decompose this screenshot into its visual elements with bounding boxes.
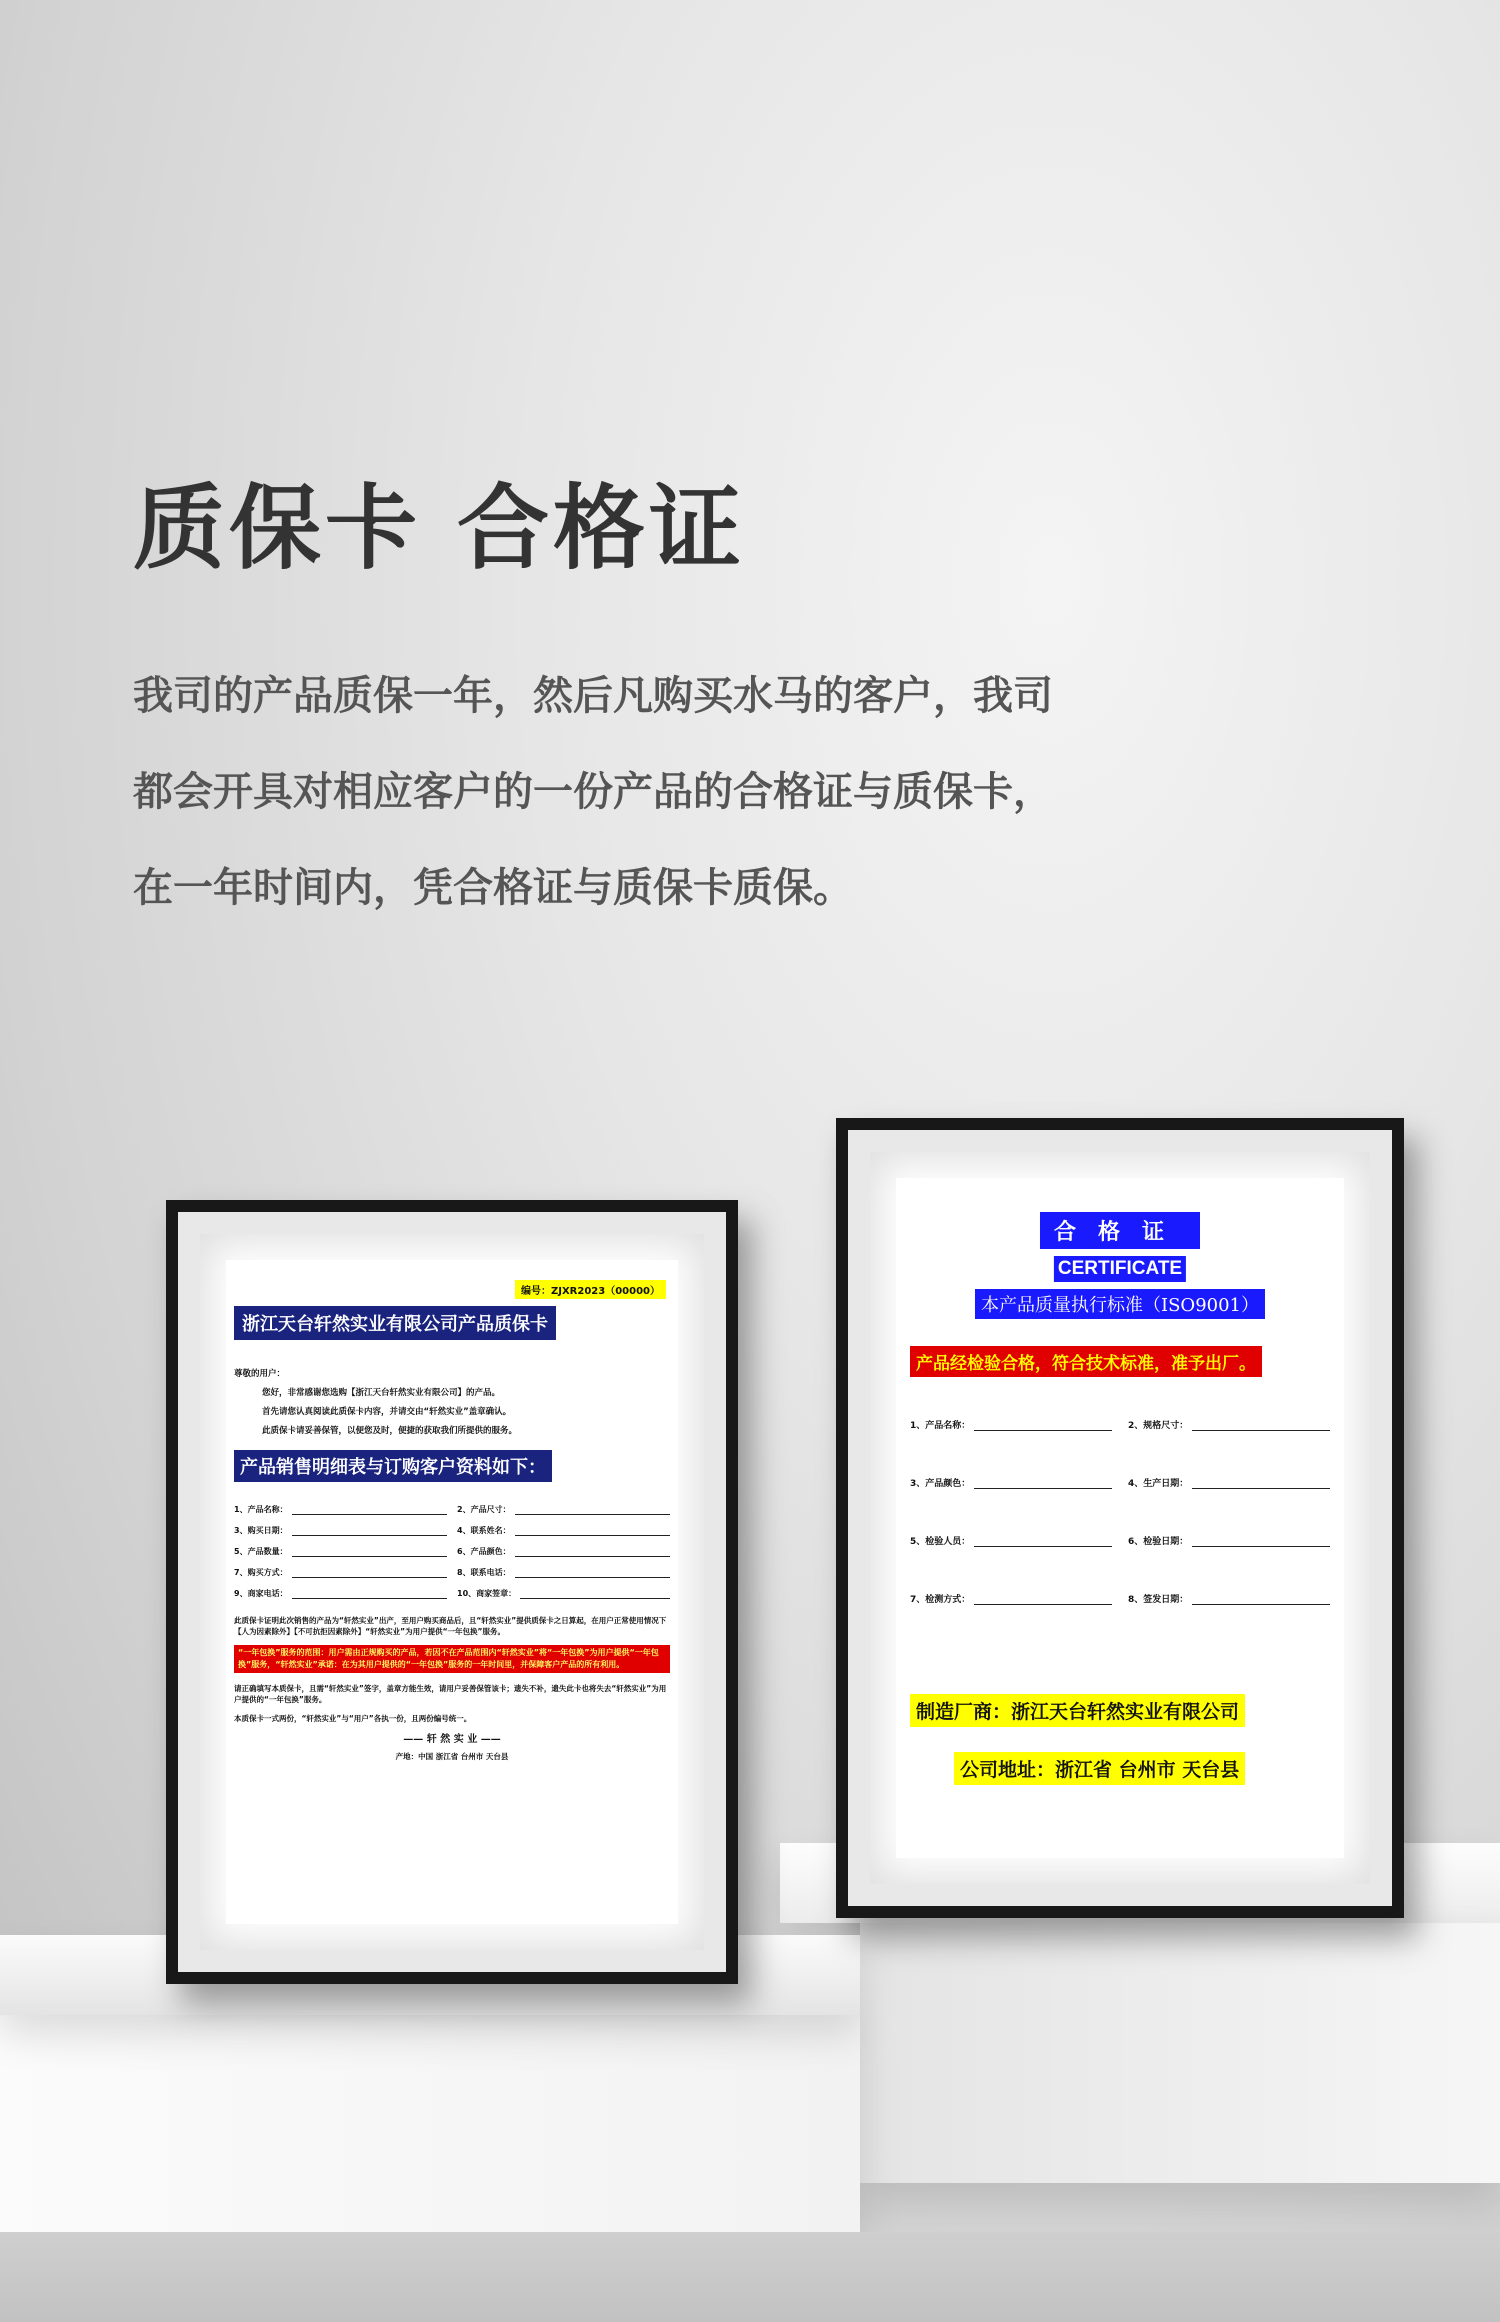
frame-mat [178, 1212, 726, 1972]
inspection-pass-text: 产品经检验合格，符合技术标准，准予出厂。 [910, 1346, 1262, 1377]
form-field: 1、产品名称： [910, 1418, 1112, 1431]
warranty-card [226, 1260, 678, 1924]
quality-standard: 本产品质量执行标准（ISO9001） [975, 1289, 1265, 1319]
certificate-title-en: CERTIFICATE [1054, 1256, 1186, 1282]
form-field: 2、规格尺寸： [1128, 1418, 1330, 1431]
right-pedestal-front [860, 1923, 1500, 2183]
customer-fields [234, 1504, 670, 1599]
fill-note: 请正确填写本质保卡，且需“轩然实业”签字，盖章方能生效，请用户妥善保管该卡；遗失不补，遗失此卡也将失去“轩然实业”为用户提供的“一年包换”服务。 [234, 1684, 667, 1704]
form-field: 10、商家签章： [457, 1588, 670, 1599]
terms-text: 此质保卡证明此次销售的产品为“轩然实业”出产，至用户购买商品后，且“轩然实业”提供质保卡之日算起，在用户正常使用情况下【人为因素除外】【不可抗拒因素除外】“轩然实业”为用户提供“一年包换”服务。 [234, 1616, 667, 1636]
red-notice: “一年包换”服务的范围：用户需由正规购买的产品，若因不在产品范围内“轩然实业”将“一年包换”为用户提供“一年包换”服务，“轩然实业”承诺：在为其用户提供的“一年包换”服务的一年时间里，并保障客户产品的所有利用。 [234, 1645, 670, 1673]
brand-line: —— 轩 然 实 业 —— [403, 1734, 501, 1745]
frame-mat [848, 1130, 1392, 1906]
company-address: 公司地址：浙江省 台州市 天台县 [954, 1752, 1245, 1785]
certificate-fields [910, 1418, 1330, 1605]
page-title: 质保卡 合格证 [133, 475, 746, 582]
form-field: 2、产品尺寸： [457, 1504, 670, 1515]
hero-description [133, 648, 1333, 936]
form-field: 8、联系电话： [457, 1567, 670, 1578]
paragraph: 您好，非常感谢您选购【浙江天台轩然实业有限公司】的产品。 [262, 1388, 501, 1398]
copies-note: 本质保卡一式两份，“轩然实业”与“用户”各执一份，且两份编号统一。 [234, 1714, 472, 1723]
certificate [896, 1178, 1344, 1858]
form-field: 8、签发日期： [1128, 1592, 1330, 1605]
certificate-frame [836, 1118, 1404, 1918]
form-field: 4、联系姓名： [457, 1525, 670, 1536]
form-field: 1、产品名称： [234, 1504, 447, 1515]
form-field: 4、生产日期： [1128, 1476, 1330, 1489]
form-field: 5、产品数量： [234, 1546, 447, 1557]
warranty-card-title: 浙江天台轩然实业有限公司产品质保卡 [234, 1306, 556, 1340]
form-field: 5、检验人员： [910, 1534, 1112, 1547]
floor [0, 2232, 1500, 2322]
form-field: 3、产品颜色： [910, 1476, 1112, 1489]
form-field: 6、检验日期： [1128, 1534, 1330, 1547]
paragraph: 首先请您认真阅读此质保卡内容，并请交由“轩然实业”盖章确认。 [262, 1407, 512, 1417]
form-field: 7、购买方式： [234, 1567, 447, 1578]
section-title: 产品销售明细表与订购客户资料如下： [234, 1450, 552, 1482]
form-field: 3、购买日期： [234, 1525, 447, 1536]
serial-number: 编号：ZJXR2023（00000） [515, 1280, 666, 1299]
greeting: 尊敬的用户： [234, 1369, 286, 1379]
form-field: 9、商家电话： [234, 1588, 447, 1599]
form-field: 7、检测方式： [910, 1592, 1112, 1605]
warranty-card-frame [166, 1200, 738, 1984]
hero-line: 在一年时间内，凭合格证与质保卡质保。 [133, 865, 853, 911]
form-field: 6、产品颜色： [457, 1546, 670, 1557]
paragraph: 此质保卡请妥善保管，以便您及时，便捷的获取我们所提供的服务。 [262, 1426, 518, 1436]
certificate-title-cn: 合格证 [1040, 1212, 1200, 1249]
origin-line: 产地：中国 浙江省 台州市 天台县 [395, 1752, 509, 1761]
hero-line: 我司的产品质保一年，然后凡购买水马的客户，我司 [133, 673, 1053, 719]
left-pedestal-front [0, 2010, 860, 2232]
hero-line: 都会开具对相应客户的一份产品的合格证与质保卡， [133, 769, 1053, 815]
manufacturer: 制造厂商：浙江天台轩然实业有限公司 [910, 1694, 1245, 1727]
